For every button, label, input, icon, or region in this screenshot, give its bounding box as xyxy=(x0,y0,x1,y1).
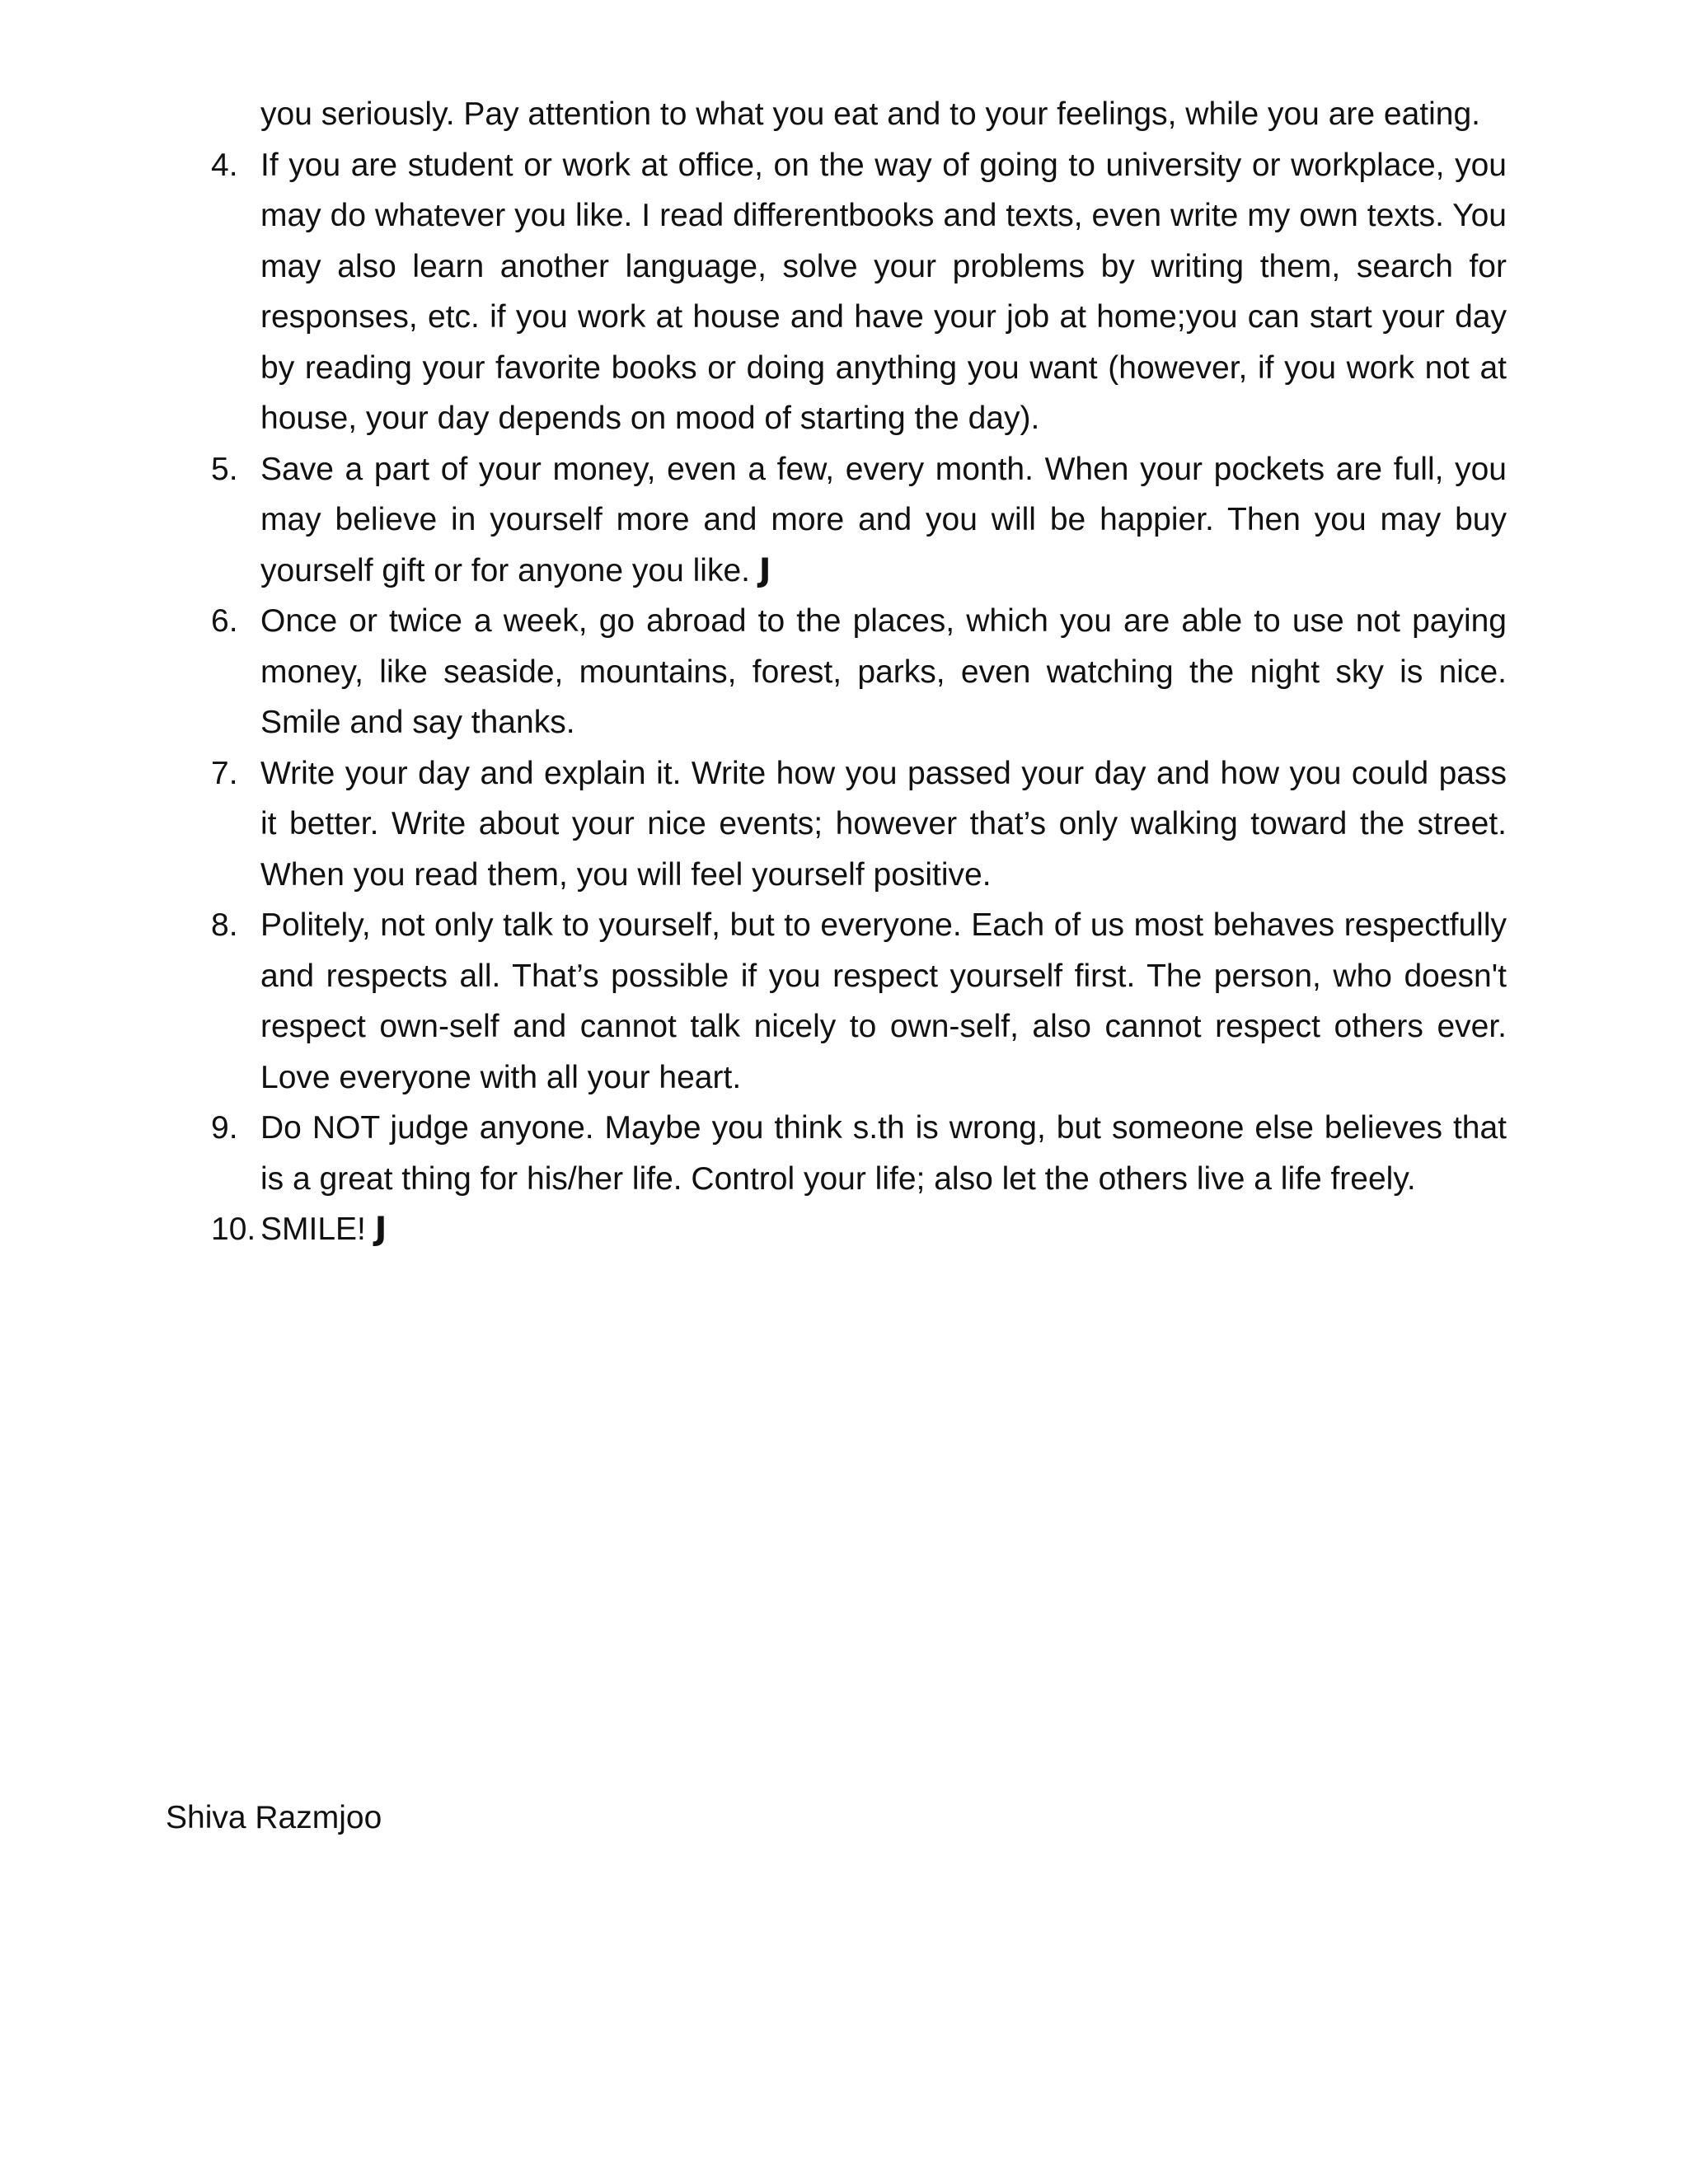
list-item-number: 7. xyxy=(211,755,238,791)
list-item-body: Once or twice a week, go abroad to the places, which you are able to use not paying money, like seaside, mountains, forest, parks, even watching the night sky is nice. Smile and say thanks. xyxy=(260,603,1507,740)
list-item-text xyxy=(260,444,1507,597)
list-item-text xyxy=(260,1204,1507,1255)
list-item xyxy=(211,444,1507,597)
list-item-body: Write your day and explain it. Write how you passed your day and how you could pass it better. Write about your nice events; however that’s only walking toward the street. When you read them, you will feel yourself positive. xyxy=(260,755,1507,893)
list-item-text xyxy=(260,140,1507,444)
list-item xyxy=(211,596,1507,748)
list-item-body: If you are student or work at office, on the way of going to university or workplace, you may do whatever you like. I read differentbooks and texts, even write my own texts. You may also learn another language, solve your problems by writing them, search for responses, etc. if you work at house and have your job at home;you can start your day by reading your favorite books or doing anything you want (however, if you work not at house, your day depends on mood of starting the day). xyxy=(260,147,1507,436)
smiley-icon: J xyxy=(374,1211,387,1248)
list-item-text xyxy=(260,1103,1507,1204)
tips-list xyxy=(211,89,1507,1255)
list-item-text xyxy=(260,596,1507,748)
list-item-number: 5. xyxy=(211,451,238,487)
list-item xyxy=(211,900,1507,1103)
list-item-text xyxy=(260,900,1507,1103)
list-item xyxy=(211,1204,1507,1255)
list-item xyxy=(211,1103,1507,1204)
list-item-number: 8. xyxy=(211,907,238,943)
list-item-number: 10. xyxy=(211,1212,256,1247)
list-item-body: SMILE! xyxy=(260,1212,366,1247)
list-item-body: Do NOT judge anyone. Maybe you think s.th is wrong, but someone else believes that is a great thing for his/her life. Control your life; also let the others live a life freely. xyxy=(260,1110,1507,1197)
list-item-body: Politely, not only talk to yourself, but to everyone. Each of us most behaves respectfully and respects all. That’s possible if you respect yourself first. The person, who doesn't respect own-self and cannot talk nicely to own-self, also cannot respect others ever. Love everyone with all your heart. xyxy=(260,907,1507,1095)
list-item-text xyxy=(260,748,1507,901)
list-item xyxy=(211,140,1507,444)
list-item-continuation xyxy=(211,89,1507,140)
list-item-number: 4. xyxy=(211,147,238,183)
smiley-icon: J xyxy=(758,551,771,589)
author-signature: Shiva Razmjoo xyxy=(166,1800,382,1835)
list-item-number: 9. xyxy=(211,1110,238,1146)
list-item-body: Save a part of your money, even a few, every month. When your pockets are full, you may believe in yourself more and more and you will be happier. Then you may buy yourself gift or for anyone you like. xyxy=(260,451,1507,588)
list-item xyxy=(211,748,1507,901)
list-item-number: 6. xyxy=(211,603,238,639)
list-item-text: you seriously. Pay attention to what you eat and to your feelings, while you are eating. xyxy=(260,96,1481,132)
